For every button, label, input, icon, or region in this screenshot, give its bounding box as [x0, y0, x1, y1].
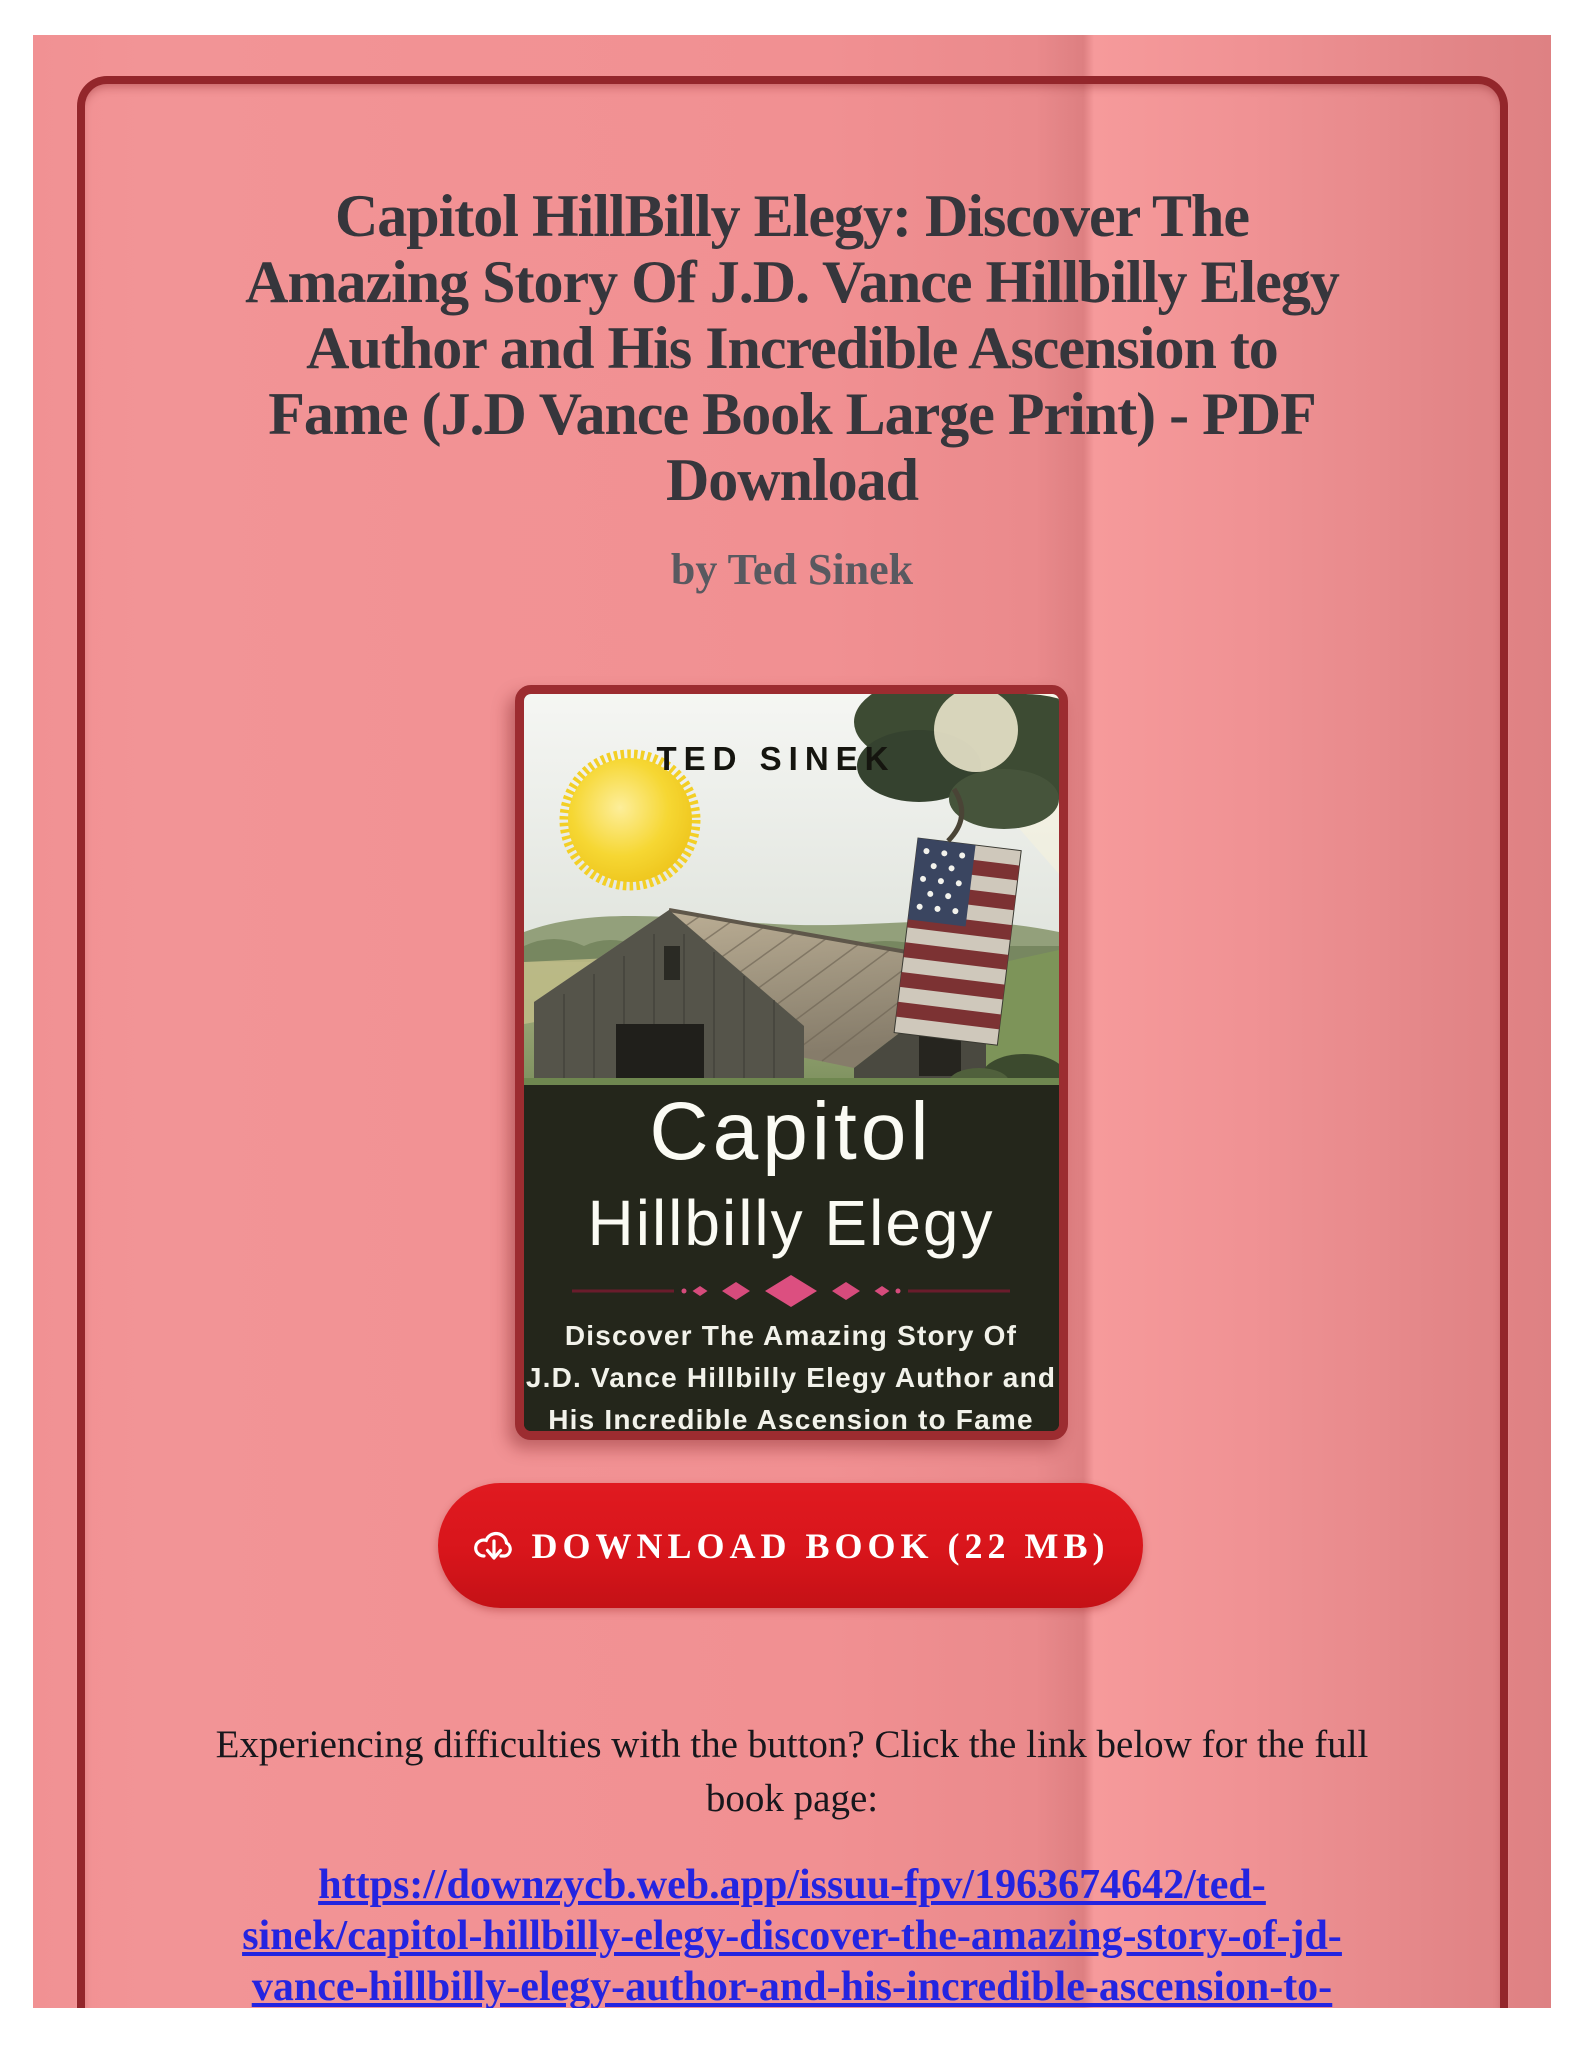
link-url-line[interactable]: sinek/capitol-hillbilly-elegy-discover-the-amazing-story-of-jd-	[242, 1913, 1342, 1959]
page-title-line: Capitol HillBilly Elegy: Discover The	[334, 183, 1250, 249]
barn-loft-window	[664, 946, 680, 980]
page-title-line: Amazing Story Of J.D. Vance Hillbilly Elegy	[245, 249, 1339, 315]
cover-subtitle-line: J.D. Vance Hillbilly Elegy Author and	[525, 1362, 1057, 1393]
barn-door	[616, 1024, 704, 1085]
cover-author-name: TED SINEK	[656, 740, 896, 777]
cover-title-line2: Hillbilly Elegy	[587, 1187, 995, 1259]
page-title-line: Author and His Incredible Ascension to	[306, 315, 1278, 381]
download-button-label: DOWNLOAD BOOK (22 MB)	[531, 1525, 1110, 1566]
link-url-line[interactable]: vance-hillbilly-elegy-author-and-his-incredible-ascension-to-	[251, 1964, 1333, 2008]
full-book-page-link[interactable]	[33, 1860, 1551, 2008]
fallback-help-line: Experiencing difficulties with the button? Click the link below for the full	[215, 1723, 1369, 1766]
fallback-help-text	[33, 1718, 1551, 1826]
grass-strip	[524, 1078, 1059, 1085]
download-book-button[interactable]	[438, 1483, 1143, 1608]
page-title	[33, 183, 1551, 513]
cover-subtitle-line: His Incredible Ascension to Fame	[548, 1404, 1034, 1431]
author-byline: by Ted Sinek	[670, 545, 914, 594]
link-url-line[interactable]: https://downzycb.web.app/issuu-fpv/1963674642/ted-	[318, 1862, 1266, 1908]
cover-subtitle-line: Discover The Amazing Story Of	[564, 1320, 1018, 1351]
cloud-download-icon	[472, 1527, 516, 1565]
book-cover-art	[524, 694, 1059, 1431]
fallback-help-line: book page:	[705, 1777, 879, 1820]
book-cover-image	[515, 685, 1068, 1440]
page-title-line: Fame (J.D Vance Book Large Print) - PDF	[268, 381, 1316, 447]
pink-paper-page	[33, 35, 1551, 2008]
cover-title-line1: Capitol	[649, 1086, 933, 1177]
page-title-line: Download	[665, 447, 919, 513]
